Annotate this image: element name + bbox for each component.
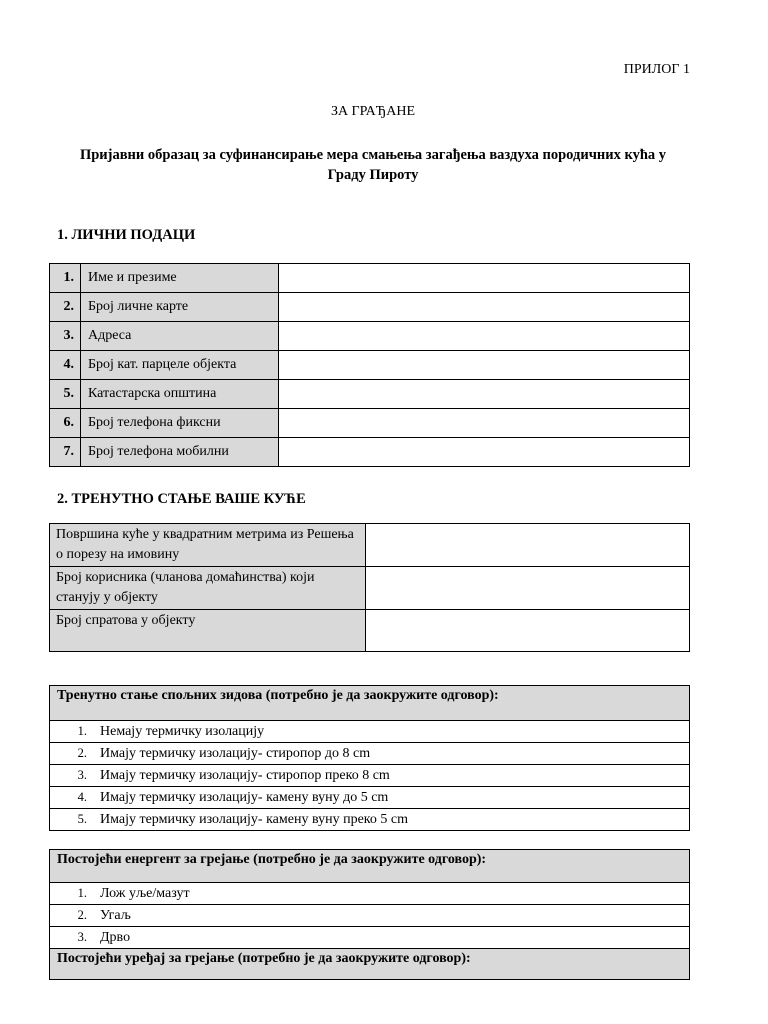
- field-label-household: Број корисника (чланова домаћинства) који станују у објекту: [50, 567, 366, 610]
- form-title: Пријавни образац за суфинансирање мера смањења загађења ваздуха породичних кућа у Граду Пироту: [79, 147, 667, 183]
- field-label-name: Име и презиме: [81, 264, 279, 293]
- row-number: 6.: [50, 409, 81, 438]
- list-item[interactable]: [50, 927, 690, 949]
- walls-choice-table: [49, 685, 690, 831]
- table-row: [50, 524, 690, 567]
- walls-heading: Тренутно стање спољних зидова (потребно је да заокружите одговор):: [50, 686, 690, 721]
- row-number: 3.: [50, 322, 81, 351]
- row-number: 1.: [50, 264, 81, 293]
- list-item[interactable]: [50, 721, 690, 743]
- address-field[interactable]: [279, 322, 690, 351]
- table-row: [50, 438, 690, 467]
- option-number: 3.: [77, 929, 87, 944]
- field-label-id-card: Број личне карте: [81, 293, 279, 322]
- table-row: [50, 409, 690, 438]
- field-label-mobile: Број телефона мобилни: [81, 438, 279, 467]
- annex-label: ПРИЛОГ 1: [623, 62, 690, 77]
- table-row: [50, 380, 690, 409]
- field-label-floors: Број спратова у објекту: [50, 610, 366, 652]
- energy-option-3[interactable]: Дрво: [100, 929, 131, 945]
- row-number: 2.: [50, 293, 81, 322]
- table-row: [50, 686, 690, 721]
- table-row: [50, 949, 690, 980]
- table-row: [50, 567, 690, 610]
- table-row: [50, 351, 690, 380]
- name-field[interactable]: [279, 264, 690, 293]
- walls-option-4[interactable]: Имају термичку изолацију- камену вуну до 5 cm: [100, 789, 389, 805]
- option-number: 2.: [77, 745, 87, 760]
- row-number: 4.: [50, 351, 81, 380]
- house-status-heading: 2. ТРЕНУТНО СТАЊЕ ВАШЕ КУЋЕ: [57, 491, 306, 507]
- option-number: 4.: [77, 789, 87, 804]
- energy-heading: Постојећи енергент за грејање (потребно је да заокружите одговор):: [50, 850, 690, 883]
- list-item[interactable]: [50, 765, 690, 787]
- energy-option-2[interactable]: Угаљ: [100, 907, 131, 923]
- audience-label: ЗА ГРАЂАНЕ: [330, 104, 416, 119]
- row-number: 7.: [50, 438, 81, 467]
- list-item[interactable]: [50, 787, 690, 809]
- field-label-address: Адреса: [81, 322, 279, 351]
- option-number: 5.: [77, 811, 87, 826]
- walls-option-5[interactable]: Имају термичку изолацију- камену вуну преко 5 cm: [100, 811, 408, 827]
- list-item[interactable]: [50, 883, 690, 905]
- table-row: [50, 322, 690, 351]
- option-number: 3.: [77, 767, 87, 782]
- row-number: 5.: [50, 380, 81, 409]
- field-label-landline: Број телефона фиксни: [81, 409, 279, 438]
- field-label-area: Површина куће у квадратним метрима из Решења о порезу на имовину: [50, 524, 366, 567]
- field-label-cadastral: Катастарска општина: [81, 380, 279, 409]
- table-row: [50, 293, 690, 322]
- heating-device-heading: Постојећи уређај за грејање (потребно је да заокружите одговор):: [50, 949, 690, 980]
- table-row: [50, 264, 690, 293]
- personal-data-heading: 1. ЛИЧНИ ПОДАЦИ: [57, 227, 196, 243]
- energy-option-1[interactable]: Лож уље/мазут: [100, 885, 190, 901]
- area-field[interactable]: [366, 524, 690, 567]
- walls-option-2[interactable]: Имају термичку изолацију- стиропор до 8 cm: [100, 745, 371, 761]
- mobile-field[interactable]: [279, 438, 690, 467]
- household-field[interactable]: [366, 567, 690, 610]
- personal-data-table: [49, 263, 690, 467]
- floors-field[interactable]: [366, 610, 690, 652]
- house-status-table: [49, 523, 690, 652]
- field-label-parcel: Број кат. парцеле објекта: [81, 351, 279, 380]
- parcel-field[interactable]: [279, 351, 690, 380]
- walls-option-1[interactable]: Немају термичку изолацију: [100, 723, 265, 739]
- walls-option-3[interactable]: Имају термичку изолацију- стиропор преко 8 cm: [100, 767, 390, 783]
- table-row: [50, 610, 690, 652]
- option-number: 1.: [77, 885, 87, 900]
- option-number: 1.: [77, 723, 87, 738]
- table-row: [50, 850, 690, 883]
- list-item[interactable]: [50, 905, 690, 927]
- list-item[interactable]: [50, 809, 690, 831]
- cadastral-field[interactable]: [279, 380, 690, 409]
- energy-choice-table: [49, 849, 690, 980]
- list-item[interactable]: [50, 743, 690, 765]
- id-card-field[interactable]: [279, 293, 690, 322]
- option-number: 2.: [77, 907, 87, 922]
- landline-field[interactable]: [279, 409, 690, 438]
